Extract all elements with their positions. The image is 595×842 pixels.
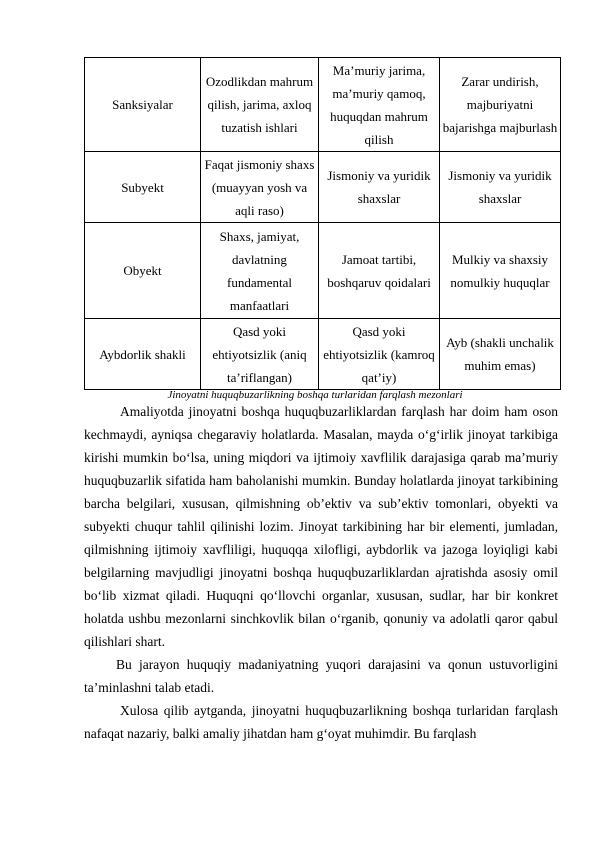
table-cell: Jismoniy va yuridik shaxslar [440, 152, 561, 223]
table-cell: Qasd yoki ehtiyotsizlik (aniq ta’riflangan) [201, 319, 319, 390]
table-caption: Jinoyatni huquqbuzarlikning boshqa turlaridan farqlash mezonlari [167, 389, 463, 401]
paragraph: Amaliyotda jinoyatni boshqa huquqbuzarliklardan farqlash har doim ham oson kechmaydi, ayniqsa chegaraviy holatlarda. Masalan, mayda o‘g‘irlik jinoyat tarkibiga kirishi mumkin bo‘lsa, uning miqdori va ijtimoiy xavflilik darajasiga qarab ma’muriy huquqbuzarlik sifatida ham baholanishi mumkin. Bunday holatlarda jinoyat tarkibining barcha belgilari, xususan, qilmishning ob’ektiv va sub’ektiv tomonlari, obyekti va subyekti chuqur tahlil qilinishi lozim. Jinoyat tarkibining har bir elementi, jumladan, qilmishning ijtimoiy xavfliligi, huquqqa xilofligi, aybdorlik va jazoga loyiqligi kabi belgilarning mavjudligi jinoyatni boshqa huquqbuzarliklardan ajratishda asosiy omil bo‘lib xizmat qiladi. Huquqni qo‘llovchi organlar, xususan, sudlar, har bir konkret holatda ushbu mezonlarni sinchkovlik bilan o‘rganib, qonuniy va adolatli qaror qabul qilishlari shart. [84, 404, 558, 649]
table-cell: Sanksiyalar [85, 58, 201, 152]
table-cell: Mulkiy va shaxsiy nomulkiy huquqlar [440, 223, 561, 319]
table-cell: Subyekt [85, 152, 201, 223]
table-cell: Ma’muriy jarima, ma’muriy qamoq, huquqdan mahrum qilish [319, 58, 440, 152]
table-row [85, 58, 561, 152]
table-row [85, 152, 561, 223]
table-cell: Jamoat tartibi, boshqaruv qoidalari [319, 223, 440, 319]
table-cell: Obyekt [85, 223, 201, 319]
table-cell: Faqat jismoniy shaxs (muayyan yosh va aqli raso) [201, 152, 319, 223]
paragraph: Bu jarayon huquqiy madaniyatning yuqori darajasini va qonun ustuvorligini ta’minlashni talab etadi. [84, 657, 558, 695]
table-cell: Shaxs, jamiyat, davlatning fundamental manfaatlari [201, 223, 319, 319]
paragraph: Xulosa qilib aytganda, jinoyatni huquqbuzarlikning boshqa turlaridan farqlash nafaqat nazariy, balki amaliy jihatdan ham g‘oyat muhimdir. Bu farqlash [84, 703, 558, 741]
table-cell: Ayb (shakli unchalik muhim emas) [440, 319, 561, 390]
table-row [85, 223, 561, 319]
body-text [84, 400, 558, 745]
table-row [85, 319, 561, 390]
table-cell: Zarar undirish, majburiyatni bajarishga majburlash [440, 58, 561, 152]
table-cell: Qasd yoki ehtiyotsizlik (kamroq qat’iy) [319, 319, 440, 390]
comparison-table [84, 57, 561, 390]
table-cell: Aybdorlik shakli [85, 319, 201, 390]
table-cell: Jismoniy va yuridik shaxslar [319, 152, 440, 223]
table-cell: Ozodlikdan mahrum qilish, jarima, axloq tuzatish ishlari [201, 58, 319, 152]
